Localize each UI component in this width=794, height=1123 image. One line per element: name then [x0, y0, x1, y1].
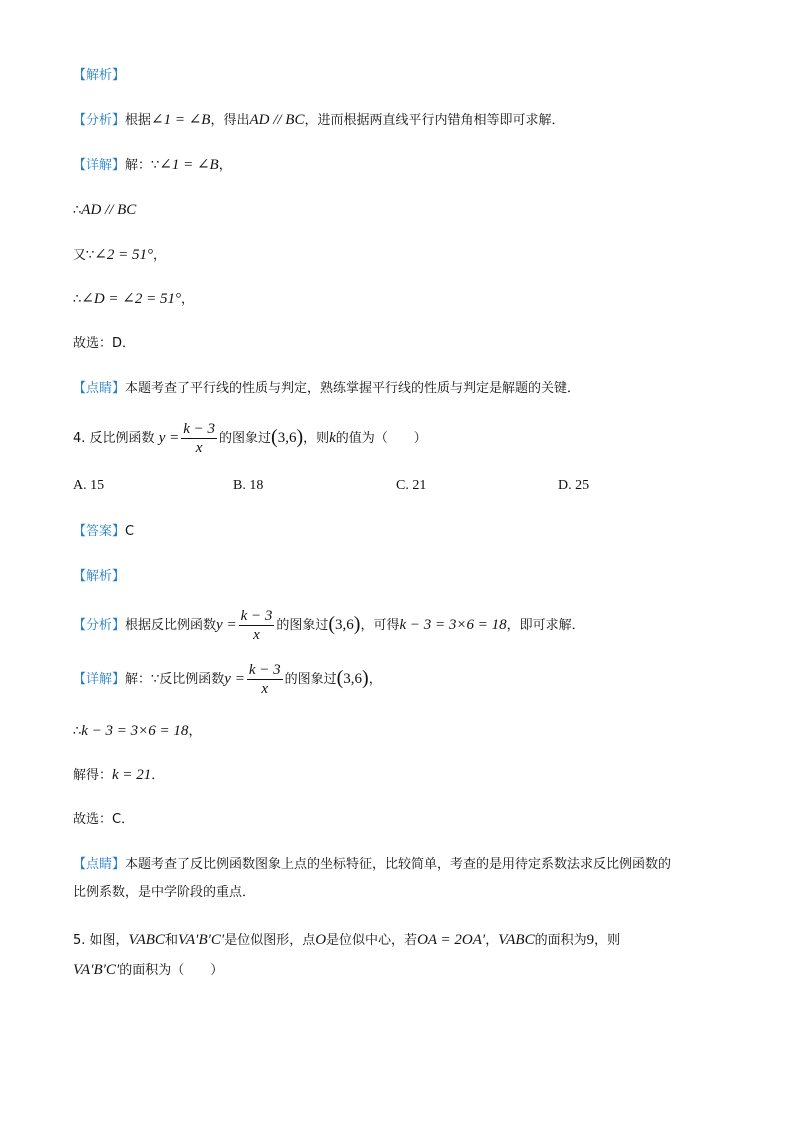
math-ratio: OA = 2OA′	[417, 932, 486, 948]
point-coordinates: 3,6	[335, 617, 354, 633]
text: 的图象过	[219, 431, 272, 446]
fraction-numerator: k − 3	[248, 662, 281, 678]
text: ，	[188, 724, 202, 739]
math-parallel: AD // BC	[249, 112, 305, 128]
fraction	[247, 661, 283, 698]
fraction-denominator: x	[195, 440, 203, 456]
text: 根据	[125, 113, 152, 128]
fraction	[181, 420, 217, 457]
text: 的面积为（ ）	[119, 963, 224, 978]
math-equation: k − 3 = 3×6 = 18	[399, 617, 507, 633]
text: ，	[368, 672, 382, 687]
dianjing-tag: 【点睛】	[73, 857, 126, 872]
math-triangle-abc-prime: VA′B′C′	[177, 932, 225, 948]
text: 又∵	[73, 248, 95, 263]
point-close-paren: )	[353, 613, 361, 635]
dianjing-tag: 【点睛】	[73, 381, 126, 396]
text: ．	[151, 768, 165, 783]
text: ，则	[594, 933, 621, 948]
q3-comment	[73, 379, 580, 399]
option-c: C. 21	[396, 478, 427, 493]
text: ，	[485, 933, 499, 948]
jiexi-tag: 【解析】	[73, 68, 126, 83]
therefore-symbol: ∴	[73, 292, 82, 307]
text: 根据反比例函数	[125, 618, 217, 633]
text: ，得出	[210, 113, 250, 128]
xiangjie-tag: 【详解】	[73, 158, 126, 173]
q3-detail-line	[73, 155, 232, 176]
q4-comment-line1	[73, 855, 671, 875]
q4-step-solve	[73, 765, 164, 786]
math-result: k = 21	[112, 767, 152, 783]
q3-step-angleD	[73, 289, 194, 310]
option-b: B. 18	[233, 478, 264, 493]
jiexi-tag: 【解析】	[73, 569, 126, 584]
text: 和	[164, 933, 178, 948]
math-equation: k − 3 = 3×6 = 18	[81, 723, 189, 739]
math-point-o: O	[315, 932, 327, 948]
q5-stem-line1	[73, 930, 620, 951]
text: 的面积为	[534, 933, 587, 948]
q4-comment-line2	[73, 883, 255, 903]
text: 解：∵反比例函数	[125, 672, 225, 687]
point-open-paren: (	[328, 613, 336, 635]
point-open-paren: (	[271, 426, 278, 448]
choice-text: 故选：D．	[73, 336, 136, 351]
therefore-symbol: ∴	[73, 203, 82, 218]
math-k: k	[329, 430, 336, 446]
option-a: A. 15	[73, 478, 105, 493]
text: ，	[218, 158, 232, 173]
text: 的图象过	[276, 618, 329, 633]
fraction-numerator: k − 3	[183, 421, 215, 437]
point-coordinates: 3,6	[277, 430, 297, 446]
therefore-symbol: ∴	[73, 724, 82, 739]
q3-jiexi-heading	[73, 66, 125, 86]
point-open-paren: (	[336, 667, 344, 689]
math-area-value: 9	[586, 932, 595, 948]
math-y-equals: y =	[224, 671, 245, 687]
text: ，则	[303, 431, 330, 446]
math-triangle-abc-prime: VA′B′C′	[73, 962, 120, 978]
point-coordinates: 3,6	[343, 671, 363, 687]
fraction-denominator: x	[261, 681, 269, 697]
q5-stem-line2	[73, 960, 223, 981]
math-condition: ∠1 = ∠B	[151, 112, 211, 128]
q3-choice	[73, 334, 135, 354]
fenxi-tag: 【分析】	[73, 113, 126, 128]
fraction-denominator: x	[253, 627, 260, 643]
q3-step-parallel	[73, 200, 136, 221]
q4-step-equation	[73, 721, 201, 742]
point-close-paren: )	[362, 667, 369, 689]
choice-text: 故选：C．	[73, 812, 135, 827]
text: 是位似中心，若	[326, 933, 418, 948]
text: 解：∵	[125, 158, 160, 173]
comment-text: 本题考查了平行线的性质与判定，熟练掌握平行线的性质与判定是解题的关键．	[125, 381, 581, 396]
math-triangle-abc: VABC	[128, 932, 165, 948]
text: ，即可求解．	[506, 618, 585, 633]
math-parallel: AD // BC	[81, 202, 137, 218]
q4-stem	[73, 418, 427, 458]
question-text: 5. 如图，	[73, 933, 129, 948]
q4-analysis-line	[73, 605, 585, 645]
math-angleD: ∠D = ∠2 = 51°	[81, 291, 181, 307]
answer-value: C	[125, 524, 135, 539]
fraction	[239, 607, 275, 644]
text: ，	[181, 292, 195, 307]
comment-text: 比例系数，是中学阶段的重点．	[73, 885, 256, 900]
text: 的值为（ ）	[335, 431, 427, 446]
q4-answer	[73, 522, 134, 542]
q4-jiexi-heading	[73, 567, 125, 587]
fraction-numerator: k − 3	[240, 608, 273, 624]
math-y-equals: y =	[158, 430, 180, 446]
math-y-equals: y =	[216, 617, 237, 633]
question-text: 4. 反比例函数	[73, 431, 155, 446]
text: ，进而根据两直线平行内错角相等即可求解．	[304, 113, 565, 128]
comment-text: 本题考查了反比例函数图象上点的坐标特征，比较简单，考查的是用待定系数法求反比例函数的	[125, 857, 672, 872]
q3-analysis-line	[73, 110, 564, 131]
q4-choice	[73, 810, 134, 830]
point-close-paren: )	[296, 426, 304, 448]
q3-step-angle2	[73, 245, 166, 266]
answer-tag: 【答案】	[73, 524, 126, 539]
text: 解得：	[73, 768, 113, 783]
text: 是位似图形，点	[224, 933, 316, 948]
fenxi-tag: 【分析】	[73, 618, 126, 633]
text: ，	[152, 248, 166, 263]
text: ，可得	[360, 618, 400, 633]
q4-detail-line	[73, 659, 382, 699]
math-condition: ∠1 = ∠B	[159, 157, 219, 173]
option-d: D. 25	[558, 478, 590, 493]
math-triangle-abc: VABC	[498, 932, 535, 948]
text: 的图象过	[284, 672, 337, 687]
xiangjie-tag: 【详解】	[73, 672, 126, 687]
math-angle2: ∠2 = 51°	[94, 247, 153, 263]
